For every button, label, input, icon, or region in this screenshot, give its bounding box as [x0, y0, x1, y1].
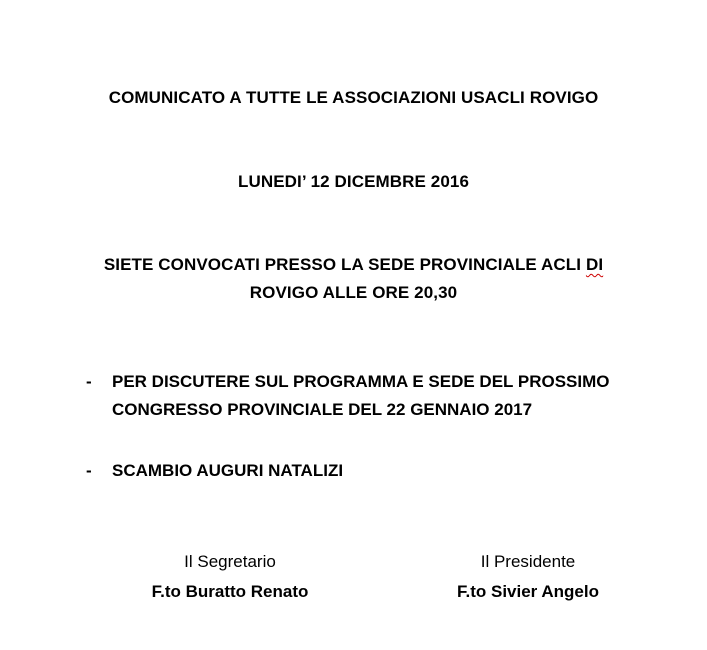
agenda-item-line: SCAMBIO AUGURI NATALIZI [112, 461, 344, 480]
signature-president [418, 547, 638, 607]
bullet-dash: - [86, 461, 92, 480]
signature-secretary [120, 547, 340, 607]
convocation-line-1-text: SIETE CONVOCATI PRESSO LA SEDE PROVINCIALE ACLI [103, 255, 586, 274]
signature-name: F.to Buratto Renato [151, 582, 309, 601]
signature-role: Il Segretario [184, 552, 276, 571]
bullet-dash: - [86, 372, 92, 391]
convocation-line-1 [0, 251, 707, 279]
agenda-item-line: PER DISCUTERE SUL PROGRAMMA E SEDE DEL PROSSIMO [112, 372, 610, 391]
spellcheck-flagged-word: DI [585, 255, 604, 274]
document-title: COMUNICATO A TUTTE LE ASSOCIAZIONI USACLI ROVIGO [108, 88, 599, 107]
agenda-item [86, 457, 686, 485]
convocation-text [0, 251, 707, 307]
signature-role: Il Presidente [480, 552, 576, 571]
convocation-line-2: ROVIGO ALLE ORE 20,30 [249, 283, 458, 302]
signature-name: F.to Sivier Angelo [456, 582, 599, 601]
agenda-item [86, 368, 686, 424]
agenda-item-text [112, 368, 609, 424]
agenda-item-line: CONGRESSO PROVINCIALE DEL 22 GENNAIO 2017 [112, 400, 533, 419]
agenda-item-text [112, 457, 343, 485]
meeting-date: LUNEDI’ 12 DICEMBRE 2016 [237, 172, 470, 191]
